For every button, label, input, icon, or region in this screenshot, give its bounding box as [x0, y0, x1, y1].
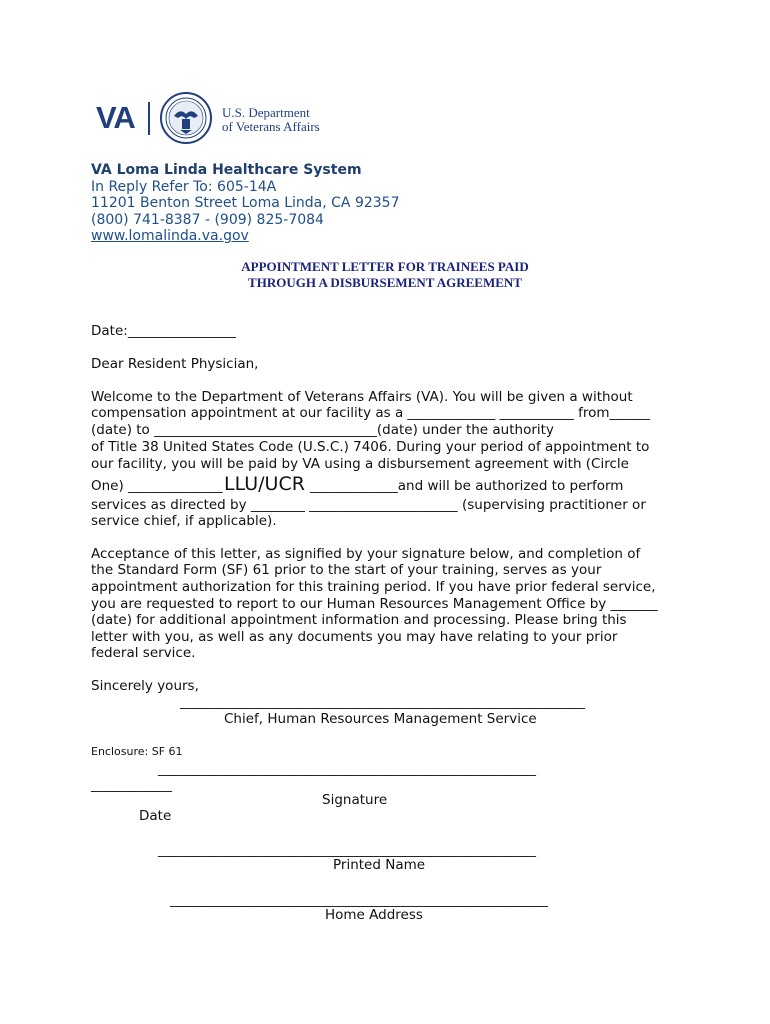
- title-line-1: APPOINTMENT LETTER FOR TRAINEES PAID: [241, 259, 529, 274]
- letter-title: [0, 259, 770, 291]
- dept-line-2: of Veterans Affairs: [222, 119, 320, 134]
- date-field[interactable]: Date:________________: [91, 323, 236, 339]
- p1-line-7[interactable]: services as directed by ________ ______________________ (supervising practitioner or: [91, 497, 646, 513]
- p1-line-3[interactable]: (date) to _________________________________(date) under the authority: [91, 422, 554, 438]
- p2-line-1: Acceptance of this letter, as signified by your signature below, and completion of: [91, 546, 641, 562]
- signature-label: Signature: [322, 792, 388, 808]
- p2-line-6: letter with you, as well as any documents you may have relating to your prior: [91, 629, 618, 645]
- logo-divider: [148, 102, 150, 135]
- printed-name-label: Printed Name: [333, 857, 426, 873]
- p2-line-3: appointment authorization for this training period. If you have prior federal service,: [91, 579, 656, 595]
- facility-name: VA Loma Linda Healthcare System: [91, 162, 362, 178]
- p2-line-2: the Standard Form (SF) 61 prior to the start of your training, serves as your: [91, 562, 602, 578]
- p1-line-4: of Title 38 United States Code (U.S.C.) 7406. During your period of appointment to: [91, 439, 650, 455]
- date-line[interactable]: ____________: [91, 777, 172, 793]
- p1-line-8: service chief, if applicable).: [91, 513, 277, 529]
- facility-phone: (800) 741-8387 - (909) 825-7084: [91, 211, 324, 228]
- enclosure: Enclosure: SF 61: [91, 745, 183, 758]
- chief-signature-line[interactable]: ____________________________________________________________: [180, 694, 585, 710]
- home-address-label: Home Address: [325, 907, 423, 923]
- dept-name: [222, 106, 320, 134]
- home-address-line[interactable]: ________________________________________________________: [170, 892, 548, 908]
- p2-line-4[interactable]: you are requested to report to our Human Resources Management Office by _______: [91, 596, 658, 612]
- closing: Sincerely yours,: [91, 678, 199, 694]
- va-logo-mark: VA: [96, 100, 135, 135]
- title-line-2: THROUGH A DISBURSEMENT AGREEMENT: [248, 275, 522, 290]
- facility-header: [91, 162, 400, 245]
- facility-website-link[interactable]: www.lomalinda.va.gov: [91, 228, 249, 245]
- date-label: Date: [139, 808, 172, 824]
- facility-address: 11201 Benton Street Loma Linda, CA 92357: [91, 195, 400, 212]
- circle-one-filled-value[interactable]: LLU/UCR: [224, 473, 305, 495]
- p1-line-2[interactable]: compensation appointment at our facility as a _____________ ___________ from______: [91, 405, 651, 421]
- p1-line-6-end: _____________and will be authorized to perform: [310, 478, 624, 494]
- salutation: Dear Resident Physician,: [91, 356, 259, 372]
- reply-reference: In Reply Refer To: 605-14A: [91, 178, 277, 195]
- p1-line-5: our facility, you will be paid by VA using a disbursement agreement with (Circle: [91, 456, 629, 472]
- printed-name-line[interactable]: ________________________________________________________: [158, 842, 536, 858]
- p1-line-1: Welcome to the Department of Veterans Affairs (VA). You will be given a without: [91, 389, 633, 405]
- dept-line-1: U.S. Department: [222, 105, 310, 120]
- p1-line-6-start: One) ______________: [91, 478, 223, 494]
- p2-line-5: (date) for additional appointment information and processing. Please bring this: [91, 612, 627, 628]
- signature-line[interactable]: ________________________________________________________: [158, 761, 536, 777]
- va-seal-icon: [160, 92, 212, 144]
- chief-title: Chief, Human Resources Management Service: [224, 711, 537, 727]
- p2-line-7: federal service.: [91, 645, 196, 661]
